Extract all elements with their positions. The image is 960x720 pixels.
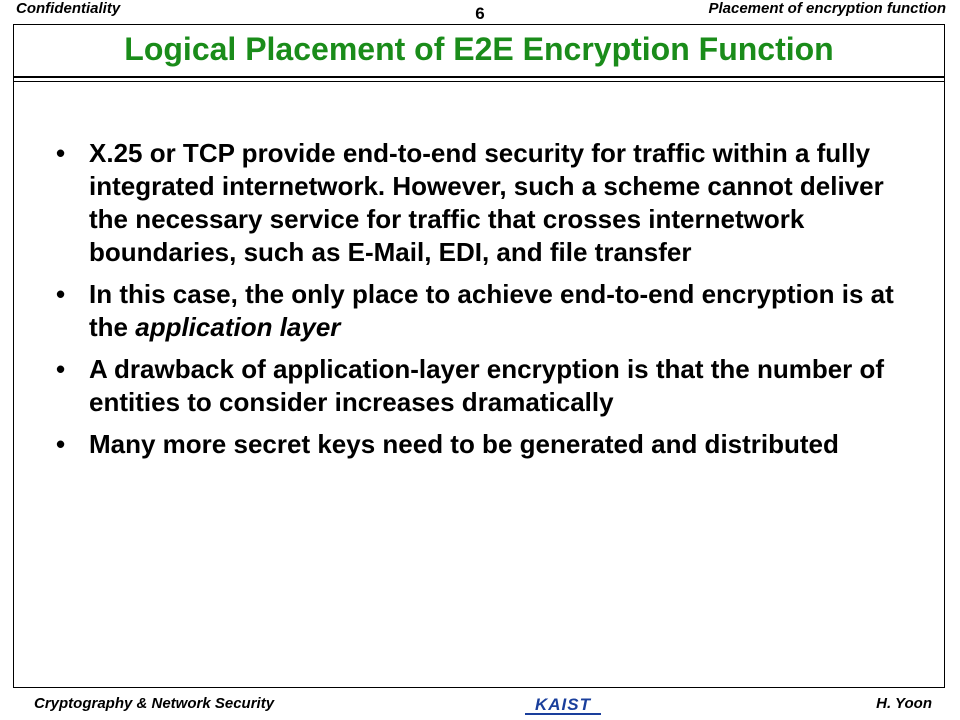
bullet-text: Many more secret keys need to be generated and distributed: [89, 429, 839, 459]
bullet-item: [56, 428, 926, 461]
bullet-text: X.25 or TCP provide end-to-end security for traffic within a fully integrated internetwork. However, such a scheme cannot deliver the necessary service for traffic that crosses internetwork boundaries, such as E-Mail, EDI, and file transfer: [89, 138, 884, 267]
page-number: 6: [475, 4, 485, 23]
logo-text: KAIST: [535, 695, 591, 714]
bullet-dot: •: [56, 279, 66, 309]
bullet-dot: •: [56, 138, 66, 168]
kaist-logo: [519, 693, 607, 717]
bullet-emphasis: application layer: [135, 312, 341, 342]
footer-right-label: H. Yoon: [876, 695, 932, 712]
slide-title: Logical Placement of E2E Encryption Function: [124, 31, 834, 67]
bullet-item: [56, 278, 926, 344]
header-left-label: Confidentiality: [16, 0, 121, 17]
title-rule-thick: [13, 76, 945, 78]
header-right-label: Placement of encryption function: [708, 0, 946, 17]
footer-left-label: Cryptography & Network Security: [34, 695, 275, 712]
bullet-dot: •: [56, 354, 66, 384]
title-rule-thin: [13, 81, 945, 82]
bullet-item: [56, 137, 926, 269]
bullet-text: A drawback of application-layer encryption is that the number of entities to consider increases dramatically: [89, 354, 885, 417]
bullet-list: [56, 137, 926, 470]
bullet-text: In this case, the only place to achieve end-to-end encryption is at the: [89, 279, 894, 342]
bullet-dot: •: [56, 429, 66, 459]
bullet-item: [56, 353, 926, 419]
